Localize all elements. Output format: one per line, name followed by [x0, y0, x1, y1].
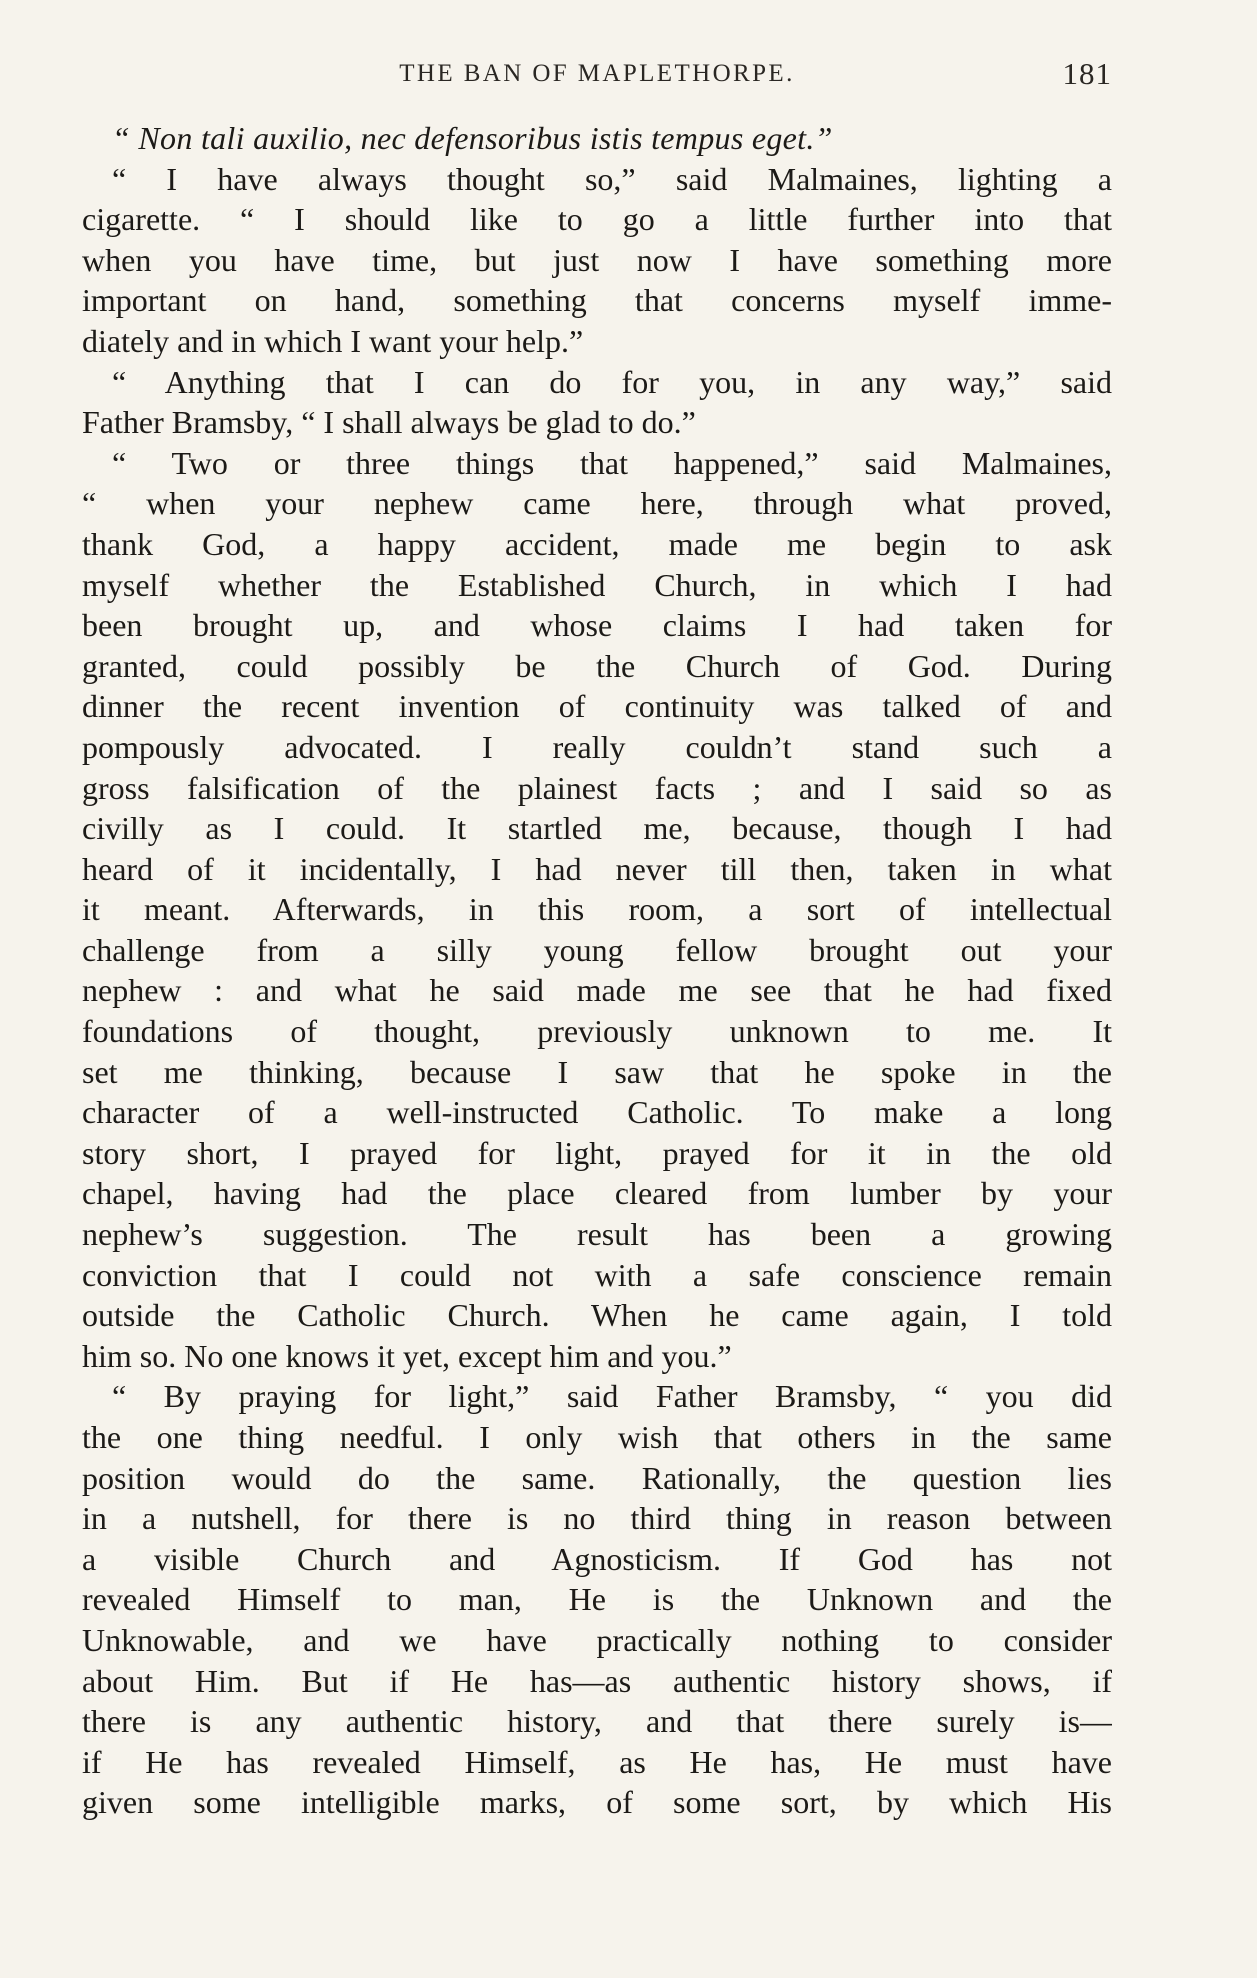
text-line: given some intelligible marks, of some sort, by which His — [82, 1784, 1112, 1821]
text-line: there is any authentic history, and that there surely is— — [82, 1703, 1112, 1740]
text-line: if He has revealed Himself, as He has, He must have — [82, 1743, 1112, 1780]
text-line: “ Anything that I can do for you, in any way,” said — [112, 363, 1112, 400]
text-line: revealed Himself to man, He is the Unknown and the — [82, 1581, 1112, 1618]
text-line: important on hand, something that concerns myself imme- — [82, 282, 1112, 319]
text-line: chapel, having had the place cleared from lumber by your — [82, 1175, 1112, 1212]
text-line: conviction that I could not with a safe conscience remain — [82, 1256, 1112, 1293]
text-line: granted, could possibly be the Church of God. During — [82, 647, 1112, 684]
text-line: thank God, a happy accident, made me begin to ask — [82, 525, 1112, 562]
text-line: him so. No one knows it yet, except him and you.” — [82, 1337, 732, 1374]
text-line: nephew : and what he said made me see that he had fixed — [82, 972, 1112, 1009]
text-line: gross falsification of the plainest facts ; and I said so as — [82, 769, 1112, 806]
text-line: “ I have always thought so,” said Malmaines, lighting a — [112, 160, 1112, 197]
text-line: nephew’s suggestion. The result has been a growing — [82, 1216, 1112, 1253]
text-line: dinner the recent invention of continuity was talked of and — [82, 688, 1112, 725]
text-line: position would do the same. Rationally, the question lies — [82, 1459, 1112, 1496]
text-line: outside the Catholic Church. When he came again, I told — [82, 1297, 1112, 1334]
text-line: it meant. Afterwards, in this room, a sort of intellectual — [82, 891, 1112, 928]
text-line: cigarette. “ I should like to go a little further into that — [82, 201, 1112, 238]
running-title: THE BAN OF MAPLETHORPE. — [399, 60, 795, 87]
text-line: character of a well-instructed Catholic. To make a long — [82, 1094, 1112, 1131]
body-text — [82, 118, 1112, 1823]
text-line: when you have time, but just now I have something more — [82, 241, 1112, 278]
text-line: diately and in which I want your help.” — [82, 322, 584, 359]
text-line: been brought up, and whose claims I had taken for — [82, 607, 1112, 644]
text-line: challenge from a silly young fellow brought out your — [82, 931, 1112, 968]
text-line: “ Two or three things that happened,” said Malmaines, — [112, 444, 1112, 481]
text-line: “ By praying for light,” said Father Bramsby, “ you did — [112, 1378, 1112, 1415]
text-line: story short, I prayed for light, prayed for it in the old — [82, 1134, 1112, 1171]
text-line: pompously advocated. I really couldn’t stand such a — [82, 728, 1112, 765]
text-line: about Him. But if He has—as authentic history shows, if — [82, 1662, 1112, 1699]
text-line: heard of it incidentally, I had never till then, taken in what — [82, 850, 1112, 887]
text-line: the one thing needful. I only wish that others in the same — [82, 1419, 1112, 1455]
text-line: myself whether the Established Church, in which I had — [82, 566, 1112, 603]
text-line: set me thinking, because I saw that he spoke in the — [82, 1053, 1112, 1090]
text-line: “ Non tali auxilio, nec defensoribus istis tempus eget.” — [112, 120, 833, 156]
text-line: a visible Church and Agnosticism. If God has not — [82, 1540, 1112, 1577]
text-line: Father Bramsby, “ I shall always be glad to do.” — [82, 404, 696, 441]
text-line: “ when your nephew came here, through what proved, — [82, 485, 1112, 522]
text-line: civilly as I could. It startled me, because, though I had — [82, 810, 1112, 847]
page-number: 181 — [1062, 56, 1112, 91]
text-line: Unknowable, and we have practically nothing to consider — [82, 1621, 1112, 1658]
text-line: in a nutshell, for there is no third thing in reason between — [82, 1500, 1112, 1537]
text-line: foundations of thought, previously unknown to me. It — [82, 1013, 1112, 1050]
running-head — [82, 52, 1112, 102]
